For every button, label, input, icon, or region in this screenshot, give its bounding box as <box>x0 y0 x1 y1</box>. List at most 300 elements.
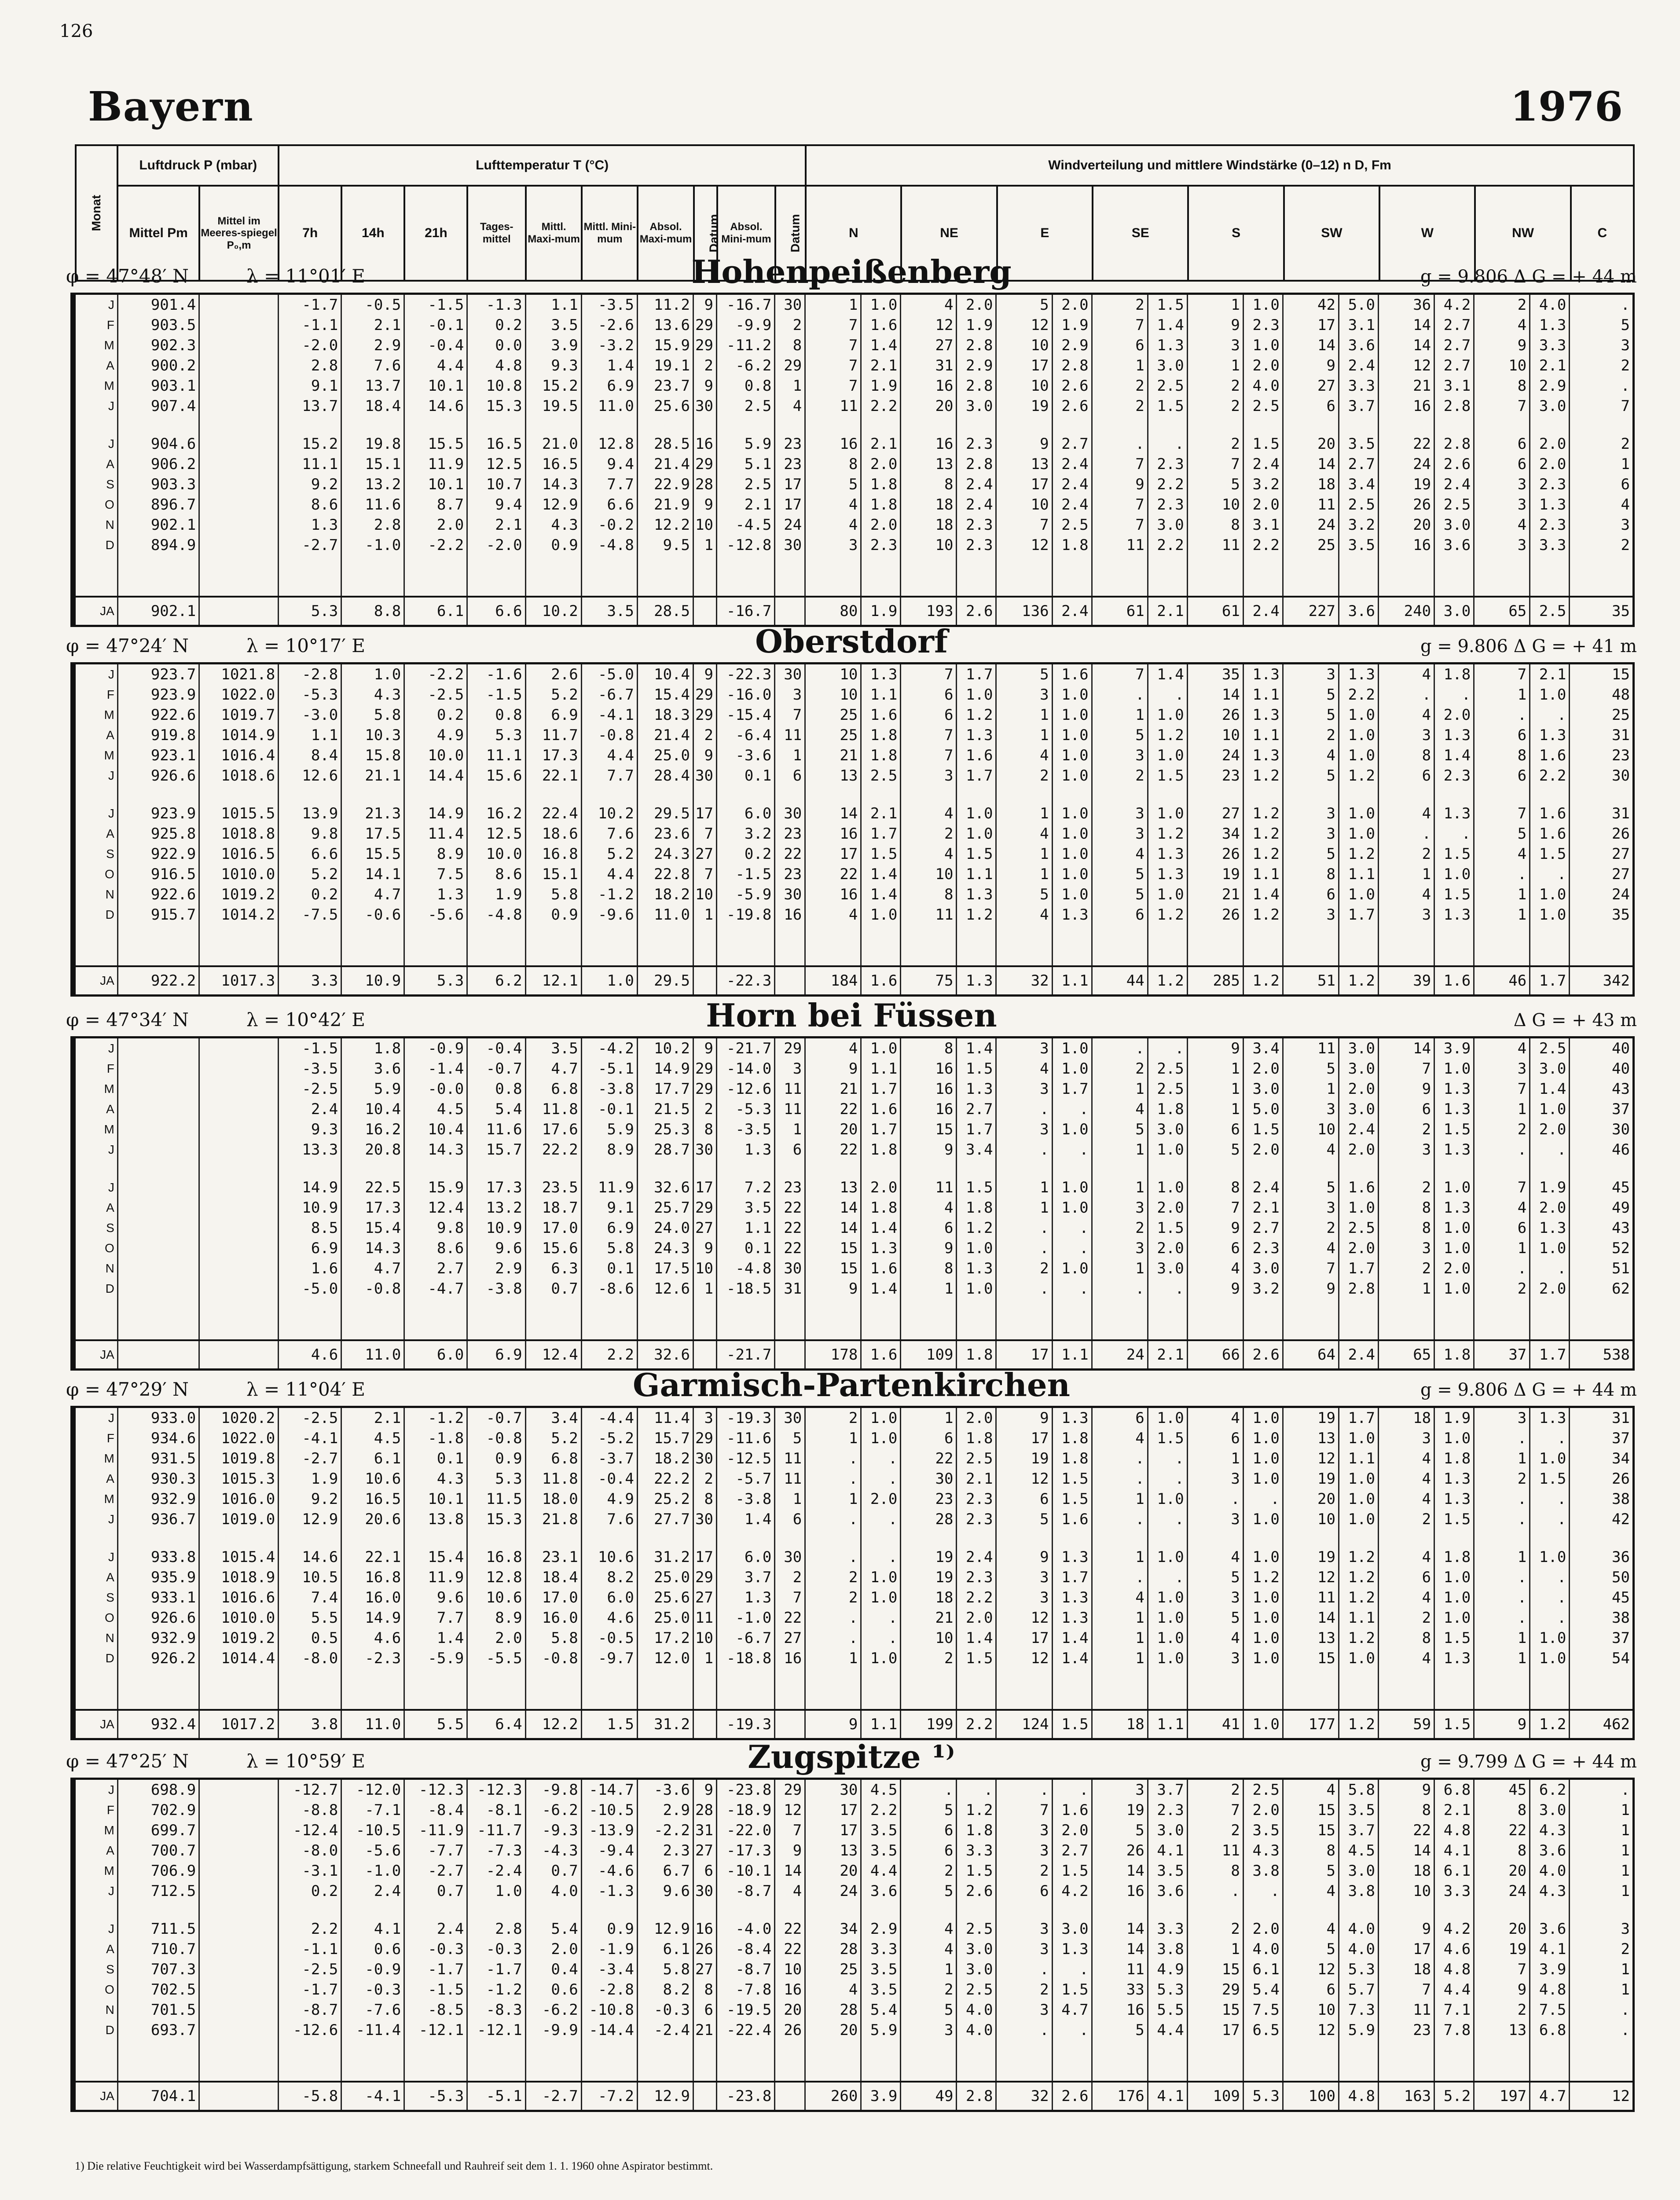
data-cell: 1.0 <box>1530 1547 1570 1567</box>
data-cell: 5.4 <box>525 1919 581 1939</box>
data-cell: 4 <box>901 803 957 824</box>
data-cell: . <box>1052 1780 1092 1800</box>
data-cell: 0.8 <box>467 1079 525 1099</box>
filler-cell <box>1434 2040 1474 2082</box>
data-cell: 1.8 <box>861 725 901 745</box>
data-cell: 6 <box>1187 1119 1243 1140</box>
data-cell: 2 <box>1092 1218 1148 1238</box>
data-cell: 1.3 <box>1434 1198 1474 1218</box>
data-cell: 5.2 <box>525 685 581 705</box>
data-cell: 1.8 <box>1052 1428 1092 1448</box>
data-cell: 1.3 <box>861 1238 901 1258</box>
data-cell: 5.3 <box>1339 1959 1379 1980</box>
data-cell: 1 <box>693 1279 716 1299</box>
data-cell: -6.7 <box>581 685 637 705</box>
filler-cell <box>1052 2040 1092 2082</box>
data-cell: 4.3 <box>341 685 404 705</box>
data-cell: 22 <box>775 1608 805 1628</box>
data-cell: 9 <box>996 434 1052 454</box>
filler-cell <box>279 1668 341 1710</box>
data-cell: -18.8 <box>716 1648 774 1668</box>
data-cell: 5.5 <box>279 1608 341 1628</box>
data-cell: 10.9 <box>279 1198 341 1218</box>
data-cell: 923.7 <box>117 664 199 685</box>
data-cell: 17 <box>996 474 1052 495</box>
data-cell: 7 <box>693 824 716 844</box>
data-cell: 1.3 <box>1530 725 1570 745</box>
month-row <box>76 315 1632 335</box>
data-cell: -19.3 <box>716 1710 774 1738</box>
data-cell: 7 <box>805 315 861 335</box>
data-cell: 2.8 <box>1434 396 1474 416</box>
data-cell: 1.3 <box>716 1588 774 1608</box>
data-cell: -2.8 <box>279 664 341 685</box>
data-cell: 2 <box>1379 1119 1434 1140</box>
data-cell: 4 <box>901 1939 957 1959</box>
data-cell: 7 <box>693 864 716 884</box>
data-cell: 1.0 <box>861 905 901 925</box>
data-cell: 15.5 <box>341 844 404 864</box>
data-cell: 27 <box>693 844 716 864</box>
data-cell: 9 <box>996 1408 1052 1428</box>
data-cell: 15.1 <box>341 454 404 474</box>
data-cell: 20 <box>1283 1489 1339 1509</box>
data-cell: 18.2 <box>637 884 693 905</box>
data-cell: 0.5 <box>279 1628 341 1648</box>
data-cell: 41 <box>1187 1710 1243 1738</box>
data-cell: 2.4 <box>1339 1340 1379 1368</box>
data-cell: 3 <box>1283 905 1339 925</box>
filler-cell <box>637 1668 693 1710</box>
data-cell: 2.7 <box>1052 1841 1092 1861</box>
data-cell: 4.9 <box>581 1489 637 1509</box>
data-cell: 1.6 <box>861 966 901 994</box>
data-cell: 13 <box>1474 2020 1530 2040</box>
spacer-cell <box>1148 786 1187 803</box>
filler-cell <box>957 2040 996 2082</box>
data-cell: 3 <box>1283 1099 1339 1119</box>
data-cell: 3.1 <box>1339 315 1379 335</box>
data-cell: 3.0 <box>1434 515 1474 535</box>
data-cell: -1.5 <box>404 295 467 315</box>
data-cell: 2.5 <box>1148 1059 1187 1079</box>
data-cell: 4 <box>805 1980 861 2000</box>
data-cell: -3.1 <box>279 1861 341 1881</box>
data-cell: -4.8 <box>467 905 525 925</box>
spacer-cell <box>1339 786 1379 803</box>
filler-cell <box>805 1668 861 1710</box>
data-cell: . <box>1092 1509 1148 1529</box>
data-cell: 1.0 <box>1434 1588 1474 1608</box>
spacer-cell <box>901 1160 957 1177</box>
data-cell: 8.6 <box>404 1238 467 1258</box>
data-cell: -10.8 <box>581 2000 637 2020</box>
data-cell: 0.2 <box>467 315 525 335</box>
data-cell: 29.5 <box>637 966 693 994</box>
data-cell: 7.4 <box>279 1588 341 1608</box>
data-cell: 4.8 <box>1434 1959 1474 1980</box>
data-cell: 933.1 <box>117 1588 199 1608</box>
data-cell: 13.3 <box>279 1140 341 1160</box>
filler-cell <box>525 1299 581 1340</box>
filler-cell <box>404 1299 467 1340</box>
data-cell: 3.6 <box>1148 1881 1187 1901</box>
data-cell: 3.0 <box>1148 1119 1187 1140</box>
data-cell: 900.2 <box>117 356 199 376</box>
data-cell: 22 <box>901 1448 957 1469</box>
filler-cell <box>1339 925 1379 966</box>
data-cell: 5 <box>996 295 1052 315</box>
data-cell: 1.0 <box>1339 705 1379 725</box>
data-cell: 1.0 <box>1052 864 1092 884</box>
data-cell: 3 <box>1283 664 1339 685</box>
station-gravity: g = 9.806 Δ G = + 41 m <box>1420 636 1637 656</box>
filler-cell <box>279 1299 341 1340</box>
data-cell: 1.3 <box>279 515 341 535</box>
data-cell: 15 <box>1187 1959 1243 1980</box>
spacer-cell <box>1052 1160 1092 1177</box>
data-cell: -0.0 <box>404 1079 467 1099</box>
spacer-cell <box>901 786 957 803</box>
data-cell: 1.7 <box>1339 905 1379 925</box>
data-cell: 15.1 <box>525 864 581 884</box>
data-cell: -23.8 <box>716 1780 774 1800</box>
data-cell: 12.1 <box>525 966 581 994</box>
spacer-cell <box>805 1901 861 1919</box>
data-cell: 1 <box>996 725 1052 745</box>
station-heading <box>66 1364 1637 1404</box>
data-cell: 3.4 <box>957 1140 996 1160</box>
spacer-cell <box>805 1529 861 1547</box>
data-cell: 29 <box>693 1059 716 1079</box>
data-cell: -8.0 <box>279 1648 341 1668</box>
data-cell: 538 <box>1570 1340 1632 1368</box>
data-cell: 3 <box>996 2000 1052 2020</box>
data-cell: 17 <box>775 495 805 515</box>
filler-cell <box>467 925 525 966</box>
data-cell: 10 <box>693 1628 716 1648</box>
data-cell: 30 <box>775 664 805 685</box>
month-row <box>76 335 1632 356</box>
month-row <box>76 535 1632 555</box>
data-cell: 177 <box>1283 1710 1339 1738</box>
data-cell: . <box>1092 1448 1148 1469</box>
data-cell: -22.4 <box>716 2020 774 2040</box>
spacer-cell <box>279 786 341 803</box>
data-cell: 3.4 <box>525 1408 581 1428</box>
data-cell: 1.6 <box>861 1340 901 1368</box>
data-cell: 4 <box>1283 745 1339 766</box>
filler-cell <box>341 1299 404 1340</box>
data-cell: 1.0 <box>1052 824 1092 844</box>
filler-cell <box>1570 925 1632 966</box>
data-cell: 6 <box>1379 1567 1434 1588</box>
data-cell: 5.1 <box>716 454 774 474</box>
data-cell: 10 <box>693 884 716 905</box>
data-cell: 2 <box>693 725 716 745</box>
data-cell: 2 <box>1570 434 1632 454</box>
data-cell: -0.5 <box>341 295 404 315</box>
data-cell: -4.4 <box>581 1408 637 1428</box>
data-cell: 30 <box>775 1547 805 1567</box>
data-cell: 1.0 <box>1148 1408 1187 1428</box>
data-cell <box>199 515 279 535</box>
data-cell: 45 <box>1570 1177 1632 1198</box>
data-cell: -12.0 <box>341 1780 404 1800</box>
month-row <box>76 1939 1632 1959</box>
data-cell: -1.9 <box>581 1939 637 1959</box>
data-cell: 3.6 <box>1339 335 1379 356</box>
data-cell: 4.7 <box>1052 2000 1092 2020</box>
data-cell: -9.9 <box>716 315 774 335</box>
data-cell: 2.2 <box>1148 474 1187 495</box>
data-cell: 1.3 <box>1052 1939 1092 1959</box>
data-cell: 1.0 <box>1339 884 1379 905</box>
data-cell: 4 <box>805 515 861 535</box>
data-cell: 1.4 <box>861 864 901 884</box>
data-cell: 22 <box>1379 1820 1434 1841</box>
filler-cell <box>1530 1299 1570 1340</box>
data-cell: 8 <box>901 474 957 495</box>
data-cell: 19.8 <box>341 434 404 454</box>
data-cell: 1.2 <box>1339 1588 1379 1608</box>
filler-cell <box>404 555 467 597</box>
data-cell: 5.3 <box>467 1469 525 1489</box>
data-cell: 4.3 <box>1530 1881 1570 1901</box>
data-cell: -0.7 <box>467 1059 525 1079</box>
data-cell: 12.6 <box>279 766 341 786</box>
data-cell: . <box>1530 1567 1570 1588</box>
data-cell: 2.4 <box>1052 474 1092 495</box>
data-cell <box>117 1140 199 1160</box>
data-cell: 1017.3 <box>199 966 279 994</box>
data-cell: 15.7 <box>467 1140 525 1160</box>
data-cell: 693.7 <box>117 2020 199 2040</box>
data-cell: 1.0 <box>861 1408 901 1428</box>
data-cell: 1.3 <box>1434 1648 1474 1668</box>
data-cell: 919.8 <box>117 725 199 745</box>
data-cell: 2.4 <box>957 1547 996 1567</box>
data-cell: 6.0 <box>716 803 774 824</box>
data-cell: 1.4 <box>861 335 901 356</box>
data-cell: 11.5 <box>467 1489 525 1509</box>
data-cell: 9.6 <box>404 1588 467 1608</box>
data-cell: 19 <box>901 1547 957 1567</box>
data-cell: -2.2 <box>637 1820 693 1841</box>
data-cell: 1.8 <box>957 1198 996 1218</box>
data-cell: 1 <box>1474 884 1530 905</box>
data-cell: 17 <box>1187 2020 1243 2040</box>
data-cell: 1 <box>1092 356 1148 376</box>
data-cell: 1.2 <box>1243 844 1283 864</box>
data-cell: 240 <box>1379 597 1434 625</box>
header-dir-e: E <box>997 186 1093 281</box>
data-cell: 23.6 <box>637 824 693 844</box>
data-cell: 3.7 <box>716 1567 774 1588</box>
data-cell: 1.0 <box>1339 1509 1379 1529</box>
data-cell: 2.0 <box>957 1408 996 1428</box>
data-cell: 12.4 <box>525 1340 581 1368</box>
data-cell: 1 <box>805 295 861 315</box>
month-row <box>76 1238 1632 1258</box>
filler-cell <box>404 1668 467 1710</box>
data-cell: 22 <box>775 1218 805 1238</box>
data-cell: 3 <box>1474 535 1530 555</box>
data-cell: -3.5 <box>279 1059 341 1079</box>
data-cell <box>199 1198 279 1218</box>
data-cell: 702.5 <box>117 1980 199 2000</box>
data-cell: 1018.8 <box>199 824 279 844</box>
data-cell: 7.5 <box>1530 2000 1570 2020</box>
data-cell: . <box>996 1099 1052 1119</box>
data-cell: 13 <box>805 1177 861 1198</box>
data-cell: 5 <box>775 1428 805 1448</box>
data-cell: 1.0 <box>861 1567 901 1588</box>
filler-cell <box>525 1668 581 1710</box>
data-cell: . <box>861 1509 901 1529</box>
data-cell: 8 <box>1379 1198 1434 1218</box>
data-cell: 4 <box>1379 884 1434 905</box>
data-cell: 11 <box>1283 495 1339 515</box>
data-cell <box>199 474 279 495</box>
data-cell: 2.0 <box>467 1628 525 1648</box>
data-cell: 29 <box>693 1198 716 1218</box>
data-cell <box>199 335 279 356</box>
data-cell: 29 <box>775 1038 805 1059</box>
data-cell: 931.5 <box>117 1448 199 1469</box>
data-cell: -5.0 <box>279 1279 341 1299</box>
data-cell: 2.2 <box>1148 535 1187 555</box>
data-cell: 11.2 <box>637 295 693 315</box>
data-cell: 1 <box>1187 1059 1243 1079</box>
filler-cell <box>861 2040 901 2082</box>
spacer-cell <box>1530 1901 1570 1919</box>
data-cell: 2 <box>1187 1820 1243 1841</box>
data-cell: 1.3 <box>957 725 996 745</box>
data-cell: 16.2 <box>341 1119 404 1140</box>
filler-cell <box>1243 2040 1283 2082</box>
data-cell: 17 <box>996 1428 1052 1448</box>
data-cell: 5.0 <box>1243 1099 1283 1119</box>
spacer-cell <box>1283 416 1339 434</box>
month-row <box>76 1177 1632 1198</box>
data-cell: . <box>996 1140 1052 1160</box>
data-cell: 1.9 <box>467 884 525 905</box>
data-cell: 6.7 <box>637 1861 693 1881</box>
data-cell: 1018.6 <box>199 766 279 786</box>
spacer-cell <box>404 416 467 434</box>
row-filler <box>76 2040 1632 2082</box>
data-cell: . <box>1052 1099 1092 1119</box>
data-cell: 9 <box>693 295 716 315</box>
data-cell: 1.0 <box>1148 705 1187 725</box>
month-label: J <box>108 1922 114 1936</box>
data-cell: 1.2 <box>1339 844 1379 864</box>
data-cell: 38 <box>1570 1489 1632 1509</box>
spacer-cell <box>1434 1529 1474 1547</box>
data-cell: 1015.5 <box>199 803 279 824</box>
data-cell: 28.5 <box>637 597 693 625</box>
data-cell: 3.0 <box>1339 1861 1379 1881</box>
data-cell: 11 <box>1187 1841 1243 1861</box>
data-cell: 8 <box>1474 745 1530 766</box>
data-cell: -1.0 <box>341 535 404 555</box>
month-label: O <box>105 1983 114 1996</box>
data-cell: 1.0 <box>957 1279 996 1299</box>
filler-cell <box>1187 1668 1243 1710</box>
data-cell: 7 <box>1283 1258 1339 1279</box>
data-cell: 2 <box>901 1980 957 2000</box>
filler-cell <box>1283 555 1339 597</box>
data-cell: 2.0 <box>525 1939 581 1959</box>
filler-cell <box>117 2040 199 2082</box>
data-cell: 2.1 <box>1243 1198 1283 1218</box>
spacer-cell <box>1379 786 1434 803</box>
data-cell: 10 <box>1474 356 1530 376</box>
data-cell: 6.2 <box>467 966 525 994</box>
spacer-cell <box>1474 1529 1530 1547</box>
data-cell: 8.8 <box>341 597 404 625</box>
filler-cell <box>1243 1299 1283 1340</box>
data-cell: 14.4 <box>404 766 467 786</box>
data-cell: 3.0 <box>957 1959 996 1980</box>
month-row <box>76 1140 1632 1160</box>
station-table <box>70 1036 1635 1371</box>
data-cell: 17 <box>805 1800 861 1820</box>
data-cell: -6.2 <box>525 1800 581 1820</box>
data-cell: 2 <box>775 1567 805 1588</box>
station-data-table <box>76 1038 1632 1368</box>
data-cell: 8 <box>1283 864 1339 884</box>
data-cell: 6 <box>1283 884 1339 905</box>
spacer-cell <box>693 786 716 803</box>
data-cell: . <box>805 1469 861 1489</box>
data-cell: 7.3 <box>1339 2000 1379 2020</box>
data-cell: 24 <box>1283 515 1339 535</box>
data-cell: 5.2 <box>279 864 341 884</box>
data-cell: 1.2 <box>1243 966 1283 994</box>
data-cell: 1 <box>1570 1881 1632 1901</box>
data-cell: 4 <box>996 745 1052 766</box>
data-cell: 21.4 <box>637 725 693 745</box>
data-cell: 9 <box>901 1140 957 1160</box>
data-cell: 1 <box>1570 1800 1632 1820</box>
data-cell: 16 <box>901 1059 957 1079</box>
data-cell: 6.1 <box>1434 1861 1474 1881</box>
data-cell: 14.9 <box>341 1608 404 1628</box>
data-cell: -5.2 <box>581 1428 637 1448</box>
data-cell: 6 <box>775 1509 805 1529</box>
spacer-cell <box>341 1160 404 1177</box>
data-cell: 6.0 <box>716 1547 774 1567</box>
data-cell: 5.3 <box>1148 1980 1187 2000</box>
data-cell: 1.7 <box>861 1079 901 1099</box>
data-cell: 1.7 <box>861 1119 901 1140</box>
data-cell: 2 <box>1379 1177 1434 1198</box>
spacer-cell <box>861 1160 901 1177</box>
filler-cell <box>1379 1668 1434 1710</box>
header-dir-se: SE <box>1093 186 1188 281</box>
data-cell: . <box>1052 1959 1092 1980</box>
data-cell: 1.0 <box>1052 884 1092 905</box>
data-cell: 10 <box>1283 1509 1339 1529</box>
data-cell: 17 <box>693 803 716 824</box>
spacer-cell <box>957 1529 996 1547</box>
data-cell: 3 <box>1474 474 1530 495</box>
data-cell: 1.0 <box>1148 745 1187 766</box>
data-cell: 3 <box>996 1919 1052 1939</box>
data-cell: 7 <box>901 745 957 766</box>
